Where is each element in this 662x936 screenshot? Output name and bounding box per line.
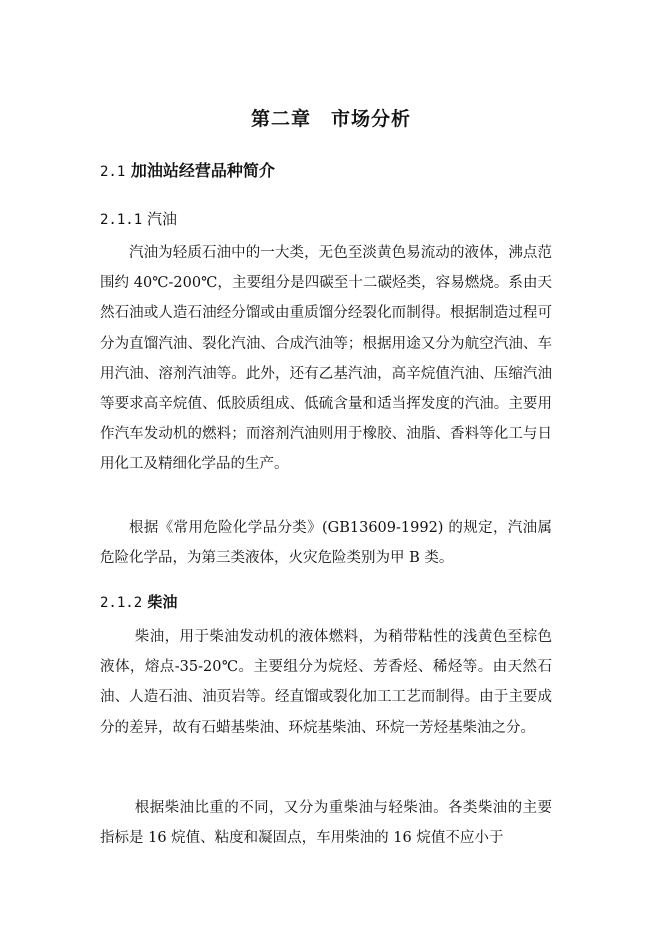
section-heading [100, 158, 275, 181]
diesel-paragraph-1: 柴油，用于柴油发动机的液体燃料，为稍带粘性的浅黄色至棕色液体，熔点-35-20℃。主要组分为烷烃、芳香烃、稀烃等。由天然石油、人造石油、油页岩等。经直馏或裂化加工工艺而制得。由于主要成分的差异，故有石蜡基柴油、环烷基柴油、环烷一芳烃基柴油之分。 [100, 629, 552, 736]
gasoline-paragraph-2: 根据《常用危险化学品分类》(GB13609-1992) 的规定，汽油属危险化学品，为第三类液体，火灾危险类别为甲 B 类。 [100, 520, 552, 567]
section-number: 2.1 [100, 164, 126, 180]
subsection-heading-diesel [100, 591, 177, 612]
subsection-number: 2.1.1 [100, 212, 143, 228]
subsection-number: 2.1.2 [100, 595, 143, 611]
diesel-paragraph-2: 根据柴油比重的不同，又分为重柴油与轻柴油。各类柴油的主要指标是 16 烷值、粘度和凝固点，车用柴油的 16 烷值不应小于 [100, 800, 552, 847]
chapter-title: 第二章 市场分析 [250, 108, 411, 130]
gasoline-paragraph-1: 汽油为轻质石油中的一大类，无色至淡黄色易流动的液体，沸点范围约 40℃-200℃，主要组分是四碳至十二碳烃类，容易燃烧。系由天然石油或人造石油经分馏或由重质馏分经裂化而制得。根据制造过程可分为直馏汽油、裂化汽油、合成汽油等；根据用途又分为航空汽油、车用汽油、溶剂汽油等。此外，还有乙基汽油，高辛烷值汽油、压缩汽油等要求高辛烷值、低胶质组成、低硫含量和适当挥发度的汽油。主要用作汽车发动机的燃料；而溶剂汽油则用于橡胶、油脂、香料等化工与日用化工及精细化学品的生产。 [100, 245, 552, 473]
subsection-heading-gasoline [100, 208, 177, 229]
subsection-title: 柴油 [147, 593, 178, 611]
section-title: 加油站经营品种简介 [130, 161, 275, 180]
subsection-title: 汽油 [146, 210, 177, 228]
